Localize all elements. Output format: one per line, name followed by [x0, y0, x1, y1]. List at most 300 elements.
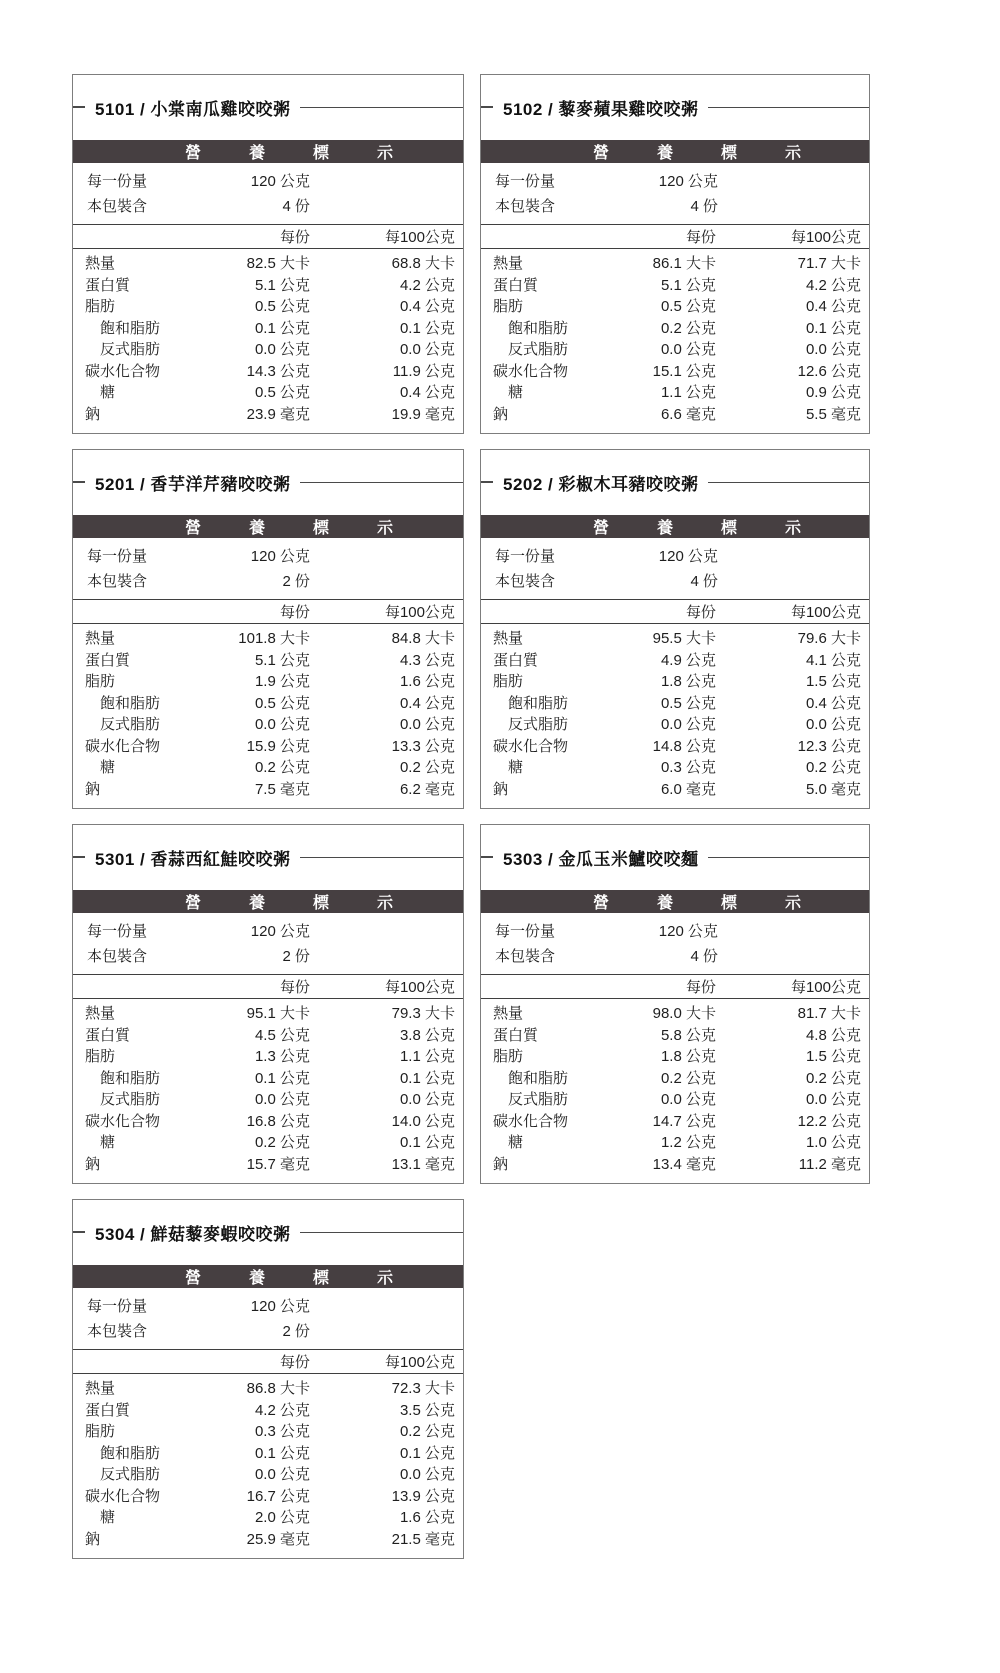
- serving-size-value: 120 公克: [250, 173, 310, 190]
- per-100g-column-header: 每100公克: [790, 979, 861, 996]
- nutrient-label: 糖: [493, 759, 524, 776]
- per-100g-column-header: 每100公克: [384, 979, 455, 996]
- column-headers-row: [73, 225, 463, 249]
- per-serving-value: 14.8 公克: [652, 737, 716, 755]
- nutrient-label: 鈉: [85, 780, 101, 798]
- per-serving-value: 15.1 公克: [652, 362, 716, 380]
- per-100g-value: 0.1 公克: [805, 319, 861, 337]
- per-serving-value: 0.0 公克: [660, 1091, 716, 1108]
- nutrient-row: [481, 1003, 869, 1025]
- product-title-row: [73, 470, 463, 494]
- product-title-row: [481, 470, 869, 494]
- nutrient-label: 脂肪: [493, 1048, 524, 1065]
- product-title-row: [73, 95, 463, 119]
- nutrient-label: 脂肪: [85, 1048, 116, 1065]
- per-serving-value: 16.8 公克: [246, 1112, 310, 1130]
- nutrient-row: [73, 693, 463, 715]
- product-title-row: [481, 95, 869, 119]
- per-serving-value: 0.5 公克: [254, 298, 310, 315]
- per-serving-value: 4.2 公克: [254, 1401, 310, 1419]
- column-headers-row: [481, 225, 869, 249]
- nutrient-label: 反式脂肪: [85, 341, 161, 358]
- nutrient-label: 反式脂肪: [493, 1091, 569, 1108]
- servings-per-pack-row: [495, 944, 861, 969]
- per-serving-value: 0.0 公克: [660, 341, 716, 358]
- nutrient-row: [73, 1068, 463, 1090]
- per-100g-value: 0.0 公克: [805, 341, 861, 358]
- per-100g-value: 5.0 毫克: [805, 780, 861, 798]
- serving-size-row: [87, 544, 455, 569]
- per-100g-value: 1.5 公克: [805, 673, 861, 690]
- per-serving-column-header: 每份: [279, 979, 310, 996]
- per-serving-column-header: 每份: [685, 979, 716, 996]
- nutrient-label: 鈉: [85, 1155, 101, 1173]
- nutrient-row: [481, 1025, 869, 1047]
- nutrition-facts-header-label: 營養標示: [593, 520, 850, 537]
- nutrient-row: [481, 1046, 869, 1068]
- per-serving-column-header: 每份: [279, 229, 310, 246]
- nutrient-label: 碳水化合物: [493, 737, 569, 755]
- per-serving-value: 16.7 公克: [246, 1487, 310, 1505]
- servings-per-pack-value: 2 份: [282, 1323, 310, 1340]
- per-serving-value: 82.5 大卡: [246, 255, 310, 272]
- nutrient-label: 熱量: [85, 1380, 116, 1397]
- per-serving-column-header: 每份: [279, 1354, 310, 1371]
- serving-size-value: 120 公克: [658, 548, 718, 565]
- per-serving-value: 0.1 公克: [254, 319, 310, 337]
- nutrient-row: [73, 382, 463, 404]
- serving-size-label: 每一份量: [87, 923, 148, 940]
- title-leading-rule: [73, 856, 85, 858]
- product-title: 5301 / 香蒜西紅鮭咬咬粥: [95, 849, 291, 869]
- nutrient-row: [481, 296, 869, 318]
- per-100g-value: 0.4 公克: [399, 298, 455, 315]
- nutrition-panel: [72, 449, 464, 809]
- per-serving-value: 95.1 大卡: [246, 1005, 310, 1022]
- nutrition-facts-header-bar: [73, 140, 463, 163]
- per-100g-value: 1.0 公克: [805, 1134, 861, 1151]
- per-100g-value: 71.7 大卡: [797, 255, 861, 272]
- title-trailing-rule: [708, 107, 870, 108]
- per-serving-value: 23.9 毫克: [246, 405, 310, 423]
- nutrient-label: 蛋白質: [493, 651, 539, 669]
- nutrient-rows: [73, 624, 463, 800]
- nutrition-panel: [480, 824, 870, 1184]
- nutrient-label: 蛋白質: [85, 651, 131, 669]
- nutrient-row: [481, 1154, 869, 1176]
- nutrient-row: [481, 339, 869, 361]
- nutrient-label: 飽和脂肪: [85, 319, 161, 337]
- product-title: 5202 / 彩椒木耳豬咬咬粥: [503, 474, 699, 494]
- per-100g-value: 1.6 公克: [399, 1509, 455, 1526]
- per-serving-value: 0.5 公克: [254, 694, 310, 712]
- nutrient-label: 熱量: [493, 255, 524, 272]
- title-leading-rule: [481, 481, 493, 483]
- serving-size-value: 120 公克: [250, 548, 310, 565]
- product-title-row: [481, 845, 869, 869]
- per-serving-value: 101.8 大卡: [238, 630, 310, 647]
- per-serving-value: 0.2 公克: [254, 1134, 310, 1151]
- serving-size-label: 每一份量: [495, 548, 556, 565]
- nutrient-row: [73, 1443, 463, 1465]
- product-title-row: [73, 1220, 463, 1244]
- nutrition-facts-header-label: 營養標示: [185, 1270, 442, 1287]
- product-title: 5201 / 香芋洋芹豬咬咬粥: [95, 474, 291, 494]
- serving-size-row: [87, 919, 455, 944]
- per-100g-column-header: 每100公克: [384, 1354, 455, 1371]
- nutrient-label: 脂肪: [493, 673, 524, 690]
- servings-per-pack-value: 4 份: [690, 573, 718, 590]
- per-serving-column-header: 每份: [685, 604, 716, 621]
- per-100g-value: 5.5 毫克: [805, 405, 861, 423]
- per-100g-value: 84.8 大卡: [391, 630, 455, 647]
- nutrient-label: 鈉: [85, 1530, 101, 1548]
- per-serving-value: 15.7 毫克: [246, 1155, 310, 1173]
- title-leading-rule: [73, 481, 85, 483]
- per-serving-value: 2.0 公克: [254, 1509, 310, 1526]
- per-100g-value: 0.1 公克: [399, 1444, 455, 1462]
- nutrition-facts-header-bar: [73, 890, 463, 913]
- per-100g-value: 12.6 公克: [797, 362, 861, 380]
- per-100g-column-header: 每100公克: [790, 229, 861, 246]
- servings-per-pack-value: 4 份: [282, 198, 310, 215]
- per-100g-value: 72.3 大卡: [391, 1380, 455, 1397]
- nutrient-label: 蛋白質: [85, 1026, 131, 1044]
- serving-size-label: 每一份量: [495, 173, 556, 190]
- per-100g-column-header: 每100公克: [384, 604, 455, 621]
- nutrient-row: [481, 757, 869, 779]
- per-serving-value: 1.1 公克: [660, 384, 716, 401]
- nutrient-row: [73, 1507, 463, 1529]
- nutrient-label: 鈉: [493, 780, 509, 798]
- per-serving-value: 0.3 公克: [660, 759, 716, 776]
- per-serving-value: 0.5 公克: [254, 384, 310, 401]
- per-serving-value: 1.3 公克: [254, 1048, 310, 1065]
- nutrition-facts-header-label: 營養標示: [185, 520, 442, 537]
- per-serving-value: 5.1 公克: [660, 276, 716, 294]
- nutrient-label: 碳水化合物: [85, 1112, 161, 1130]
- title-leading-rule: [73, 106, 85, 108]
- nutrient-rows: [73, 1374, 463, 1550]
- serving-section: [73, 1288, 463, 1350]
- nutrition-facts-header-bar: [481, 890, 869, 913]
- nutrient-label: 蛋白質: [493, 1026, 539, 1044]
- per-serving-value: 5.8 公克: [660, 1026, 716, 1044]
- nutrient-rows: [481, 624, 869, 800]
- per-serving-value: 86.8 大卡: [246, 1380, 310, 1397]
- nutrient-label: 糖: [85, 1509, 116, 1526]
- per-100g-value: 1.1 公克: [399, 1048, 455, 1065]
- per-serving-value: 5.1 公克: [254, 651, 310, 669]
- nutrient-row: [481, 1132, 869, 1154]
- per-100g-value: 13.9 公克: [391, 1487, 455, 1505]
- nutrient-row: [73, 253, 463, 275]
- title-trailing-rule: [300, 857, 464, 858]
- nutrition-facts-header-bar: [73, 1265, 463, 1288]
- nutrient-label: 反式脂肪: [85, 1091, 161, 1108]
- serving-size-value: 120 公克: [250, 923, 310, 940]
- nutrient-row: [481, 1089, 869, 1111]
- nutrition-panel: [72, 824, 464, 1184]
- per-serving-value: 95.5 大卡: [652, 630, 716, 647]
- title-leading-rule: [481, 856, 493, 858]
- servings-per-pack-value: 4 份: [690, 198, 718, 215]
- per-100g-value: 4.8 公克: [805, 1026, 861, 1044]
- servings-per-pack-row: [87, 569, 455, 594]
- nutrient-row: [73, 1025, 463, 1047]
- column-headers-row: [73, 1350, 463, 1374]
- serving-size-row: [495, 544, 861, 569]
- nutrition-panel: [480, 74, 870, 434]
- per-100g-value: 0.0 公克: [399, 1466, 455, 1483]
- nutrient-label: 飽和脂肪: [85, 1069, 161, 1087]
- per-serving-value: 4.9 公克: [660, 651, 716, 669]
- nutrient-row: [481, 693, 869, 715]
- nutrient-row: [73, 339, 463, 361]
- per-100g-value: 1.5 公克: [805, 1048, 861, 1065]
- servings-per-pack-value: 2 份: [282, 573, 310, 590]
- nutrition-facts-header-label: 營養標示: [185, 145, 442, 162]
- product-title: 5102 / 藜麥蘋果雞咬咬粥: [503, 99, 699, 119]
- nutrient-label: 反式脂肪: [85, 716, 161, 733]
- per-100g-value: 3.8 公克: [399, 1026, 455, 1044]
- per-100g-value: 0.0 公克: [399, 716, 455, 733]
- per-100g-value: 0.0 公克: [399, 1091, 455, 1108]
- nutrition-panel: [480, 449, 870, 809]
- per-serving-value: 15.9 公克: [246, 737, 310, 755]
- nutrient-label: 熱量: [85, 630, 116, 647]
- nutrient-row: [73, 275, 463, 297]
- per-100g-value: 14.0 公克: [391, 1112, 455, 1130]
- nutrient-row: [73, 1154, 463, 1176]
- per-serving-value: 0.2 公克: [660, 319, 716, 337]
- nutrition-facts-header-label: 營養標示: [593, 895, 850, 912]
- nutrient-row: [73, 779, 463, 801]
- nutrient-label: 糖: [85, 759, 116, 776]
- nutrient-label: 飽和脂肪: [85, 694, 161, 712]
- nutrient-label: 反式脂肪: [493, 716, 569, 733]
- nutrient-label: 蛋白質: [85, 276, 131, 294]
- servings-per-pack-value: 4 份: [690, 948, 718, 965]
- per-100g-value: 0.2 公克: [399, 1423, 455, 1440]
- nutrient-label: 飽和脂肪: [85, 1444, 161, 1462]
- per-serving-value: 98.0 大卡: [652, 1005, 716, 1022]
- nutrient-row: [73, 1486, 463, 1508]
- nutrient-label: 碳水化合物: [493, 362, 569, 380]
- nutrition-panel: [72, 1199, 464, 1559]
- nutrient-row: [481, 779, 869, 801]
- nutrient-label: 碳水化合物: [85, 362, 161, 380]
- nutrient-label: 鈉: [85, 405, 101, 423]
- nutrition-panel: [72, 74, 464, 434]
- servings-per-pack-row: [495, 569, 861, 594]
- nutrient-rows: [481, 249, 869, 425]
- nutrition-facts-header-label: 營養標示: [593, 145, 850, 162]
- serving-section: [73, 913, 463, 975]
- per-100g-value: 0.2 公克: [805, 1069, 861, 1087]
- servings-per-pack-row: [87, 944, 455, 969]
- nutrient-row: [481, 382, 869, 404]
- nutrient-label: 反式脂肪: [85, 1466, 161, 1483]
- serving-size-row: [495, 919, 861, 944]
- nutrient-row: [73, 650, 463, 672]
- per-serving-value: 86.1 大卡: [652, 255, 716, 272]
- per-100g-value: 0.2 公克: [805, 759, 861, 776]
- serving-section: [481, 163, 869, 225]
- title-trailing-rule: [300, 1232, 464, 1233]
- nutrient-row: [481, 275, 869, 297]
- per-100g-value: 0.0 公克: [399, 341, 455, 358]
- nutrient-label: 脂肪: [493, 298, 524, 315]
- serving-size-row: [87, 1294, 455, 1319]
- nutrient-row: [73, 1111, 463, 1133]
- nutrient-label: 碳水化合物: [493, 1112, 569, 1130]
- servings-per-pack-row: [87, 1319, 455, 1344]
- per-100g-value: 4.1 公克: [805, 651, 861, 669]
- serving-section: [73, 538, 463, 600]
- column-headers-row: [481, 975, 869, 999]
- per-serving-value: 25.9 毫克: [246, 1530, 310, 1548]
- per-100g-value: 0.4 公克: [805, 694, 861, 712]
- per-100g-value: 0.1 公克: [399, 1134, 455, 1151]
- servings-per-pack-row: [87, 194, 455, 219]
- per-serving-value: 1.8 公克: [660, 673, 716, 690]
- per-serving-value: 6.6 毫克: [660, 405, 716, 423]
- nutrient-label: 脂肪: [85, 298, 116, 315]
- per-100g-value: 4.2 公克: [805, 276, 861, 294]
- nutrient-label: 熱量: [493, 630, 524, 647]
- serving-section: [481, 538, 869, 600]
- nutrition-facts-header-bar: [481, 515, 869, 538]
- per-serving-value: 5.1 公克: [254, 276, 310, 294]
- nutrient-label: 蛋白質: [85, 1401, 131, 1419]
- per-100g-column-header: 每100公克: [384, 229, 455, 246]
- nutrient-label: 糖: [85, 1134, 116, 1151]
- nutrient-label: 鈉: [493, 1155, 509, 1173]
- per-serving-value: 1.2 公克: [660, 1134, 716, 1151]
- per-serving-value: 1.8 公克: [660, 1048, 716, 1065]
- nutrient-row: [481, 318, 869, 340]
- nutrient-label: 熱量: [85, 1005, 116, 1022]
- nutrient-label: 糖: [493, 384, 524, 401]
- nutrient-label: 反式脂肪: [493, 341, 569, 358]
- nutrient-row: [481, 361, 869, 383]
- serving-size-row: [495, 169, 861, 194]
- nutrient-label: 蛋白質: [493, 276, 539, 294]
- per-100g-value: 0.9 公克: [805, 384, 861, 401]
- per-serving-value: 0.0 公克: [254, 1091, 310, 1108]
- nutrient-label: 脂肪: [85, 673, 116, 690]
- per-serving-column-header: 每份: [279, 604, 310, 621]
- nutrient-label: 脂肪: [85, 1423, 116, 1440]
- per-100g-value: 1.6 公克: [399, 673, 455, 690]
- servings-per-pack-label: 本包裝含: [495, 198, 556, 215]
- serving-size-row: [87, 169, 455, 194]
- serving-size-label: 每一份量: [495, 923, 556, 940]
- nutrient-row: [73, 1464, 463, 1486]
- nutrient-label: 糖: [85, 384, 116, 401]
- title-trailing-rule: [300, 482, 464, 483]
- nutrient-label: 熱量: [85, 255, 116, 272]
- per-100g-value: 0.2 公克: [399, 759, 455, 776]
- serving-size-value: 120 公克: [658, 923, 718, 940]
- per-100g-value: 19.9 毫克: [391, 405, 455, 423]
- per-100g-value: 0.0 公克: [805, 716, 861, 733]
- nutrient-label: 碳水化合物: [85, 1487, 161, 1505]
- nutrition-facts-header-bar: [481, 140, 869, 163]
- servings-per-pack-label: 本包裝含: [87, 573, 148, 590]
- nutrient-row: [73, 671, 463, 693]
- nutrient-row: [73, 736, 463, 758]
- nutrient-row: [73, 628, 463, 650]
- per-serving-value: 13.4 毫克: [652, 1155, 716, 1173]
- column-headers-row: [73, 600, 463, 624]
- product-title: 5303 / 金瓜玉米鱸咬咬麵: [503, 849, 699, 869]
- per-100g-value: 13.3 公克: [391, 737, 455, 755]
- nutrient-row: [73, 1132, 463, 1154]
- per-100g-value: 13.1 毫克: [391, 1155, 455, 1173]
- product-title: 5101 / 小棠南瓜雞咬咬粥: [95, 99, 291, 119]
- per-100g-value: 0.0 公克: [805, 1091, 861, 1108]
- per-serving-value: 0.5 公克: [660, 298, 716, 315]
- per-serving-value: 0.2 公克: [254, 759, 310, 776]
- nutrient-row: [73, 296, 463, 318]
- per-serving-value: 14.7 公克: [652, 1112, 716, 1130]
- title-leading-rule: [73, 1231, 85, 1233]
- per-100g-value: 0.4 公克: [399, 694, 455, 712]
- per-100g-column-header: 每100公克: [790, 604, 861, 621]
- nutrient-row: [73, 757, 463, 779]
- nutrient-label: 碳水化合物: [85, 737, 161, 755]
- nutrient-label: 鈉: [493, 405, 509, 423]
- nutrient-label: 熱量: [493, 1005, 524, 1022]
- servings-per-pack-label: 本包裝含: [495, 573, 556, 590]
- per-serving-value: 7.5 毫克: [254, 780, 310, 798]
- per-serving-value: 0.1 公克: [254, 1069, 310, 1087]
- nutrient-row: [481, 1111, 869, 1133]
- nutrient-row: [73, 404, 463, 426]
- per-serving-column-header: 每份: [685, 229, 716, 246]
- per-100g-value: 81.7 大卡: [797, 1005, 861, 1022]
- per-serving-value: 14.3 公克: [246, 362, 310, 380]
- nutrient-row: [73, 1003, 463, 1025]
- product-title-row: [73, 845, 463, 869]
- serving-size-label: 每一份量: [87, 548, 148, 565]
- per-100g-value: 3.5 公克: [399, 1401, 455, 1419]
- nutrient-row: [73, 1529, 463, 1551]
- per-100g-value: 21.5 毫克: [391, 1530, 455, 1548]
- nutrient-row: [73, 714, 463, 736]
- column-headers-row: [73, 975, 463, 999]
- serving-size-label: 每一份量: [87, 173, 148, 190]
- per-serving-value: 0.1 公克: [254, 1444, 310, 1462]
- per-100g-value: 4.2 公克: [399, 276, 455, 294]
- nutrient-row: [481, 671, 869, 693]
- per-serving-value: 0.3 公克: [254, 1423, 310, 1440]
- nutrient-row: [73, 1400, 463, 1422]
- nutrient-row: [73, 318, 463, 340]
- per-100g-value: 0.1 公克: [399, 1069, 455, 1087]
- column-headers-row: [481, 600, 869, 624]
- per-100g-value: 79.3 大卡: [391, 1005, 455, 1022]
- nutrition-facts-header-label: 營養標示: [185, 895, 442, 912]
- per-100g-value: 79.6 大卡: [797, 630, 861, 647]
- nutrient-row: [481, 404, 869, 426]
- nutrient-row: [73, 1046, 463, 1068]
- per-100g-value: 0.1 公克: [399, 319, 455, 337]
- nutrient-row: [73, 1378, 463, 1400]
- nutrient-label: 飽和脂肪: [493, 694, 569, 712]
